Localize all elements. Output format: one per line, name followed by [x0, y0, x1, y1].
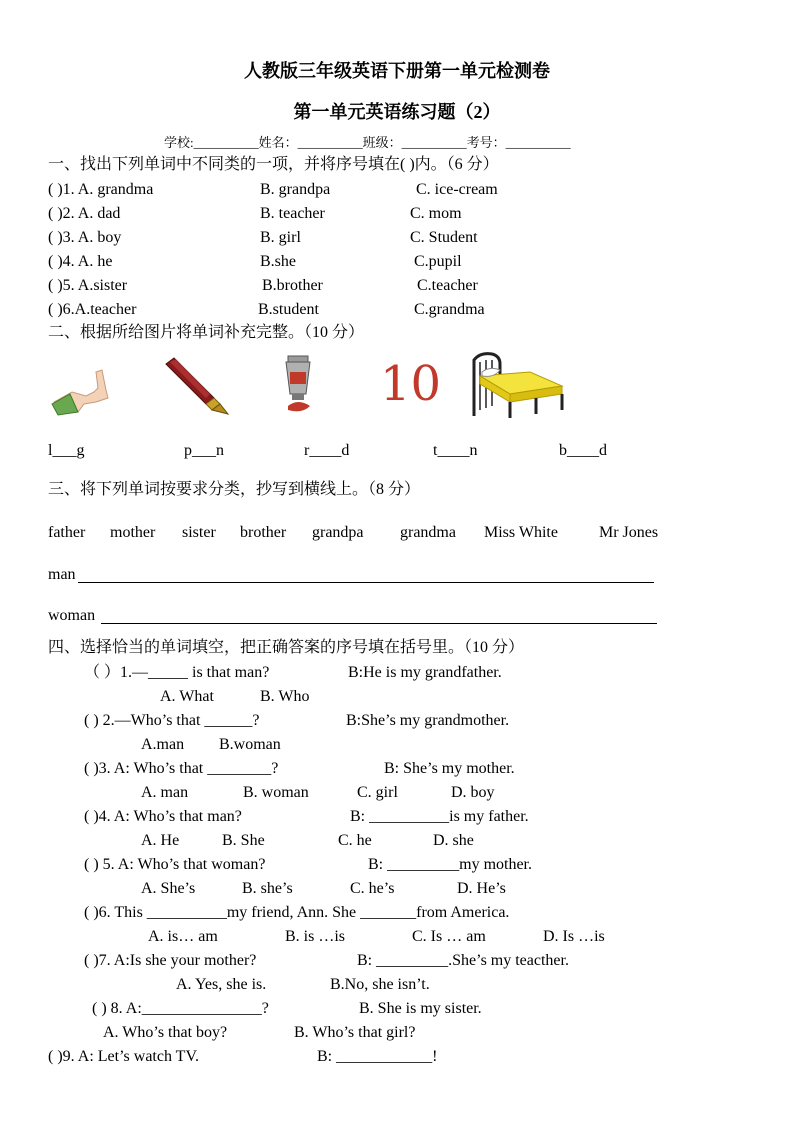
s4-q3-opt-b: B. woman [243, 784, 309, 801]
s4-q3: ( )3. A: Who’s that ________? [84, 760, 279, 777]
s1-q1-a: ( )1. A. grandma [48, 181, 154, 198]
s4-q5-opt-d: D. He’s [457, 880, 506, 897]
s4-q5-opt-a: A. She’s [141, 880, 196, 897]
s4-q4: ( )4. A: Who’s that man? [84, 808, 242, 825]
s4-q8: ( ) 8. A:_______________? [92, 1000, 269, 1017]
s1-q3-c: C. Student [410, 229, 478, 246]
s4-q7-b: B: _________.She’s my teacther. [357, 952, 569, 969]
s4-q3-opt-c: C. girl [357, 784, 398, 801]
s1-q4-c: C.pupil [414, 253, 462, 270]
s1-q1-c: C. ice-cream [416, 181, 498, 198]
s4-q9: ( )9. A: Let’s watch TV. [48, 1048, 199, 1065]
s4-q3-opt-d: D. boy [451, 784, 495, 801]
s4-q7: ( )7. A:Is she your mother? [84, 952, 257, 969]
s1-q1-b: B. grandpa [260, 181, 331, 198]
s1-q3-b: B. girl [260, 229, 301, 246]
word-grandma: grandma [400, 524, 456, 541]
s4-q4-opt-b: B. She [222, 832, 265, 849]
s1-q5-c: C.teacher [417, 277, 478, 294]
word-grandpa: grandpa [312, 524, 364, 541]
s4-q1-b: B:He is my grandfather. [348, 664, 502, 681]
s4-q1-opt-b: B. Who [260, 688, 310, 705]
blank-red[interactable]: r____d [304, 442, 350, 459]
woman-label: woman [48, 607, 96, 624]
word-sister: sister [182, 524, 216, 541]
section1-heading: 一、找出下列单词中不同类的一项，并将序号填在( )内。（6 分） [48, 156, 499, 173]
s4-q6-opt-b: B. is …is [285, 928, 346, 945]
section4-heading: 四、选择恰当的单词填空，把正确答案的序号填在括号里。（10 分） [48, 639, 525, 656]
s4-q7-opt-a: A. Yes, she is. [176, 976, 267, 993]
number-ten-picture: 10 [380, 356, 442, 412]
s4-q3-opt-a: A. man [141, 784, 189, 801]
word-brother: brother [240, 524, 287, 541]
s1-q5-a: ( )5. A.sister [48, 277, 128, 294]
s1-q4-b: B.she [260, 253, 296, 270]
s4-q5-opt-c: C. he’s [350, 880, 395, 897]
red-paint-picture [280, 354, 320, 416]
page-subtitle: 第一单元英语练习题（2） [293, 102, 501, 122]
s4-q7-opt-b: B.No, she isn’t. [330, 976, 430, 993]
s1-q2-c: C. mom [410, 205, 462, 222]
word-mother: mother [110, 524, 156, 541]
s1-q5-b: B.brother [262, 277, 323, 294]
s4-q3-b: B: She’s my mother. [384, 760, 515, 777]
s1-q6-c: C.grandma [414, 301, 485, 318]
man-label: man [48, 566, 76, 583]
section2-heading: 二、根据所给图片将单词补充完整。（10 分） [48, 324, 365, 341]
blank-leg[interactable]: l___g [48, 442, 85, 459]
s4-q6-opt-d: D. Is …is [543, 928, 605, 945]
s4-q1: （ ）1.—_____ is that man? [84, 664, 270, 681]
s1-q2-b: B. teacher [260, 205, 325, 222]
s4-q4-opt-a: A. He [141, 832, 180, 849]
s4-q5-b: B: _________my mother. [368, 856, 532, 873]
s1-q6-a: ( )6.A.teacher [48, 301, 137, 318]
blank-pen[interactable]: p___n [184, 442, 224, 459]
student-info-line: 学校:__________姓名：__________班级：__________考号：__________ [164, 135, 571, 150]
s4-q8-opt-b: B. Who’s that girl? [294, 1024, 416, 1041]
s4-q2-opt-b: B.woman [219, 736, 281, 753]
word-miss-white: Miss White [484, 524, 558, 541]
s4-q8-b: B. She is my sister. [359, 1000, 482, 1017]
s4-q8-opt-a: A. Who’s that boy? [103, 1024, 228, 1041]
page-title: 人教版三年级英语下册第一单元检测卷 [244, 61, 550, 81]
s4-q2-b: B:She’s my grandmother. [346, 712, 510, 729]
s4-q6-opt-c: C. Is … am [412, 928, 486, 945]
s4-q9-b: B: ____________! [317, 1048, 438, 1065]
s1-q2-a: ( )2. A. dad [48, 205, 121, 222]
bed-picture [470, 350, 568, 420]
s1-q4-a: ( )4. A. he [48, 253, 113, 270]
s4-q4-opt-c: C. he [338, 832, 372, 849]
pen-picture [160, 356, 232, 416]
section3-heading: 三、将下列单词按要求分类，抄写到横线上。（8 分） [48, 481, 421, 498]
s4-q5-opt-b: B. she’s [242, 880, 293, 897]
s4-q4-opt-d: D. she [433, 832, 474, 849]
leg-picture [50, 362, 116, 416]
s1-q3-a: ( )3. A. boy [48, 229, 122, 246]
word-mr-jones: Mr Jones [599, 524, 659, 541]
s4-q6: ( )6. This __________my friend, Ann. She _______from America. [84, 904, 510, 921]
blank-ten[interactable]: t____n [433, 442, 478, 459]
s4-q6-opt-a: A. is… am [148, 928, 218, 945]
s4-q1-opt-a: A. What [160, 688, 214, 705]
word-father: father [48, 524, 86, 541]
s4-q4-b: B: __________is my father. [350, 808, 529, 825]
man-answer-line[interactable] [78, 582, 654, 583]
s4-q2: ( ) 2.—Who’s that ______? [84, 712, 260, 729]
woman-answer-line[interactable] [101, 623, 657, 624]
s4-q5: ( ) 5. A: Who’s that woman? [84, 856, 266, 873]
s1-q6-b: B.student [258, 301, 319, 318]
s4-q2-opt-a: A.man [141, 736, 185, 753]
blank-bed[interactable]: b____d [559, 442, 607, 459]
